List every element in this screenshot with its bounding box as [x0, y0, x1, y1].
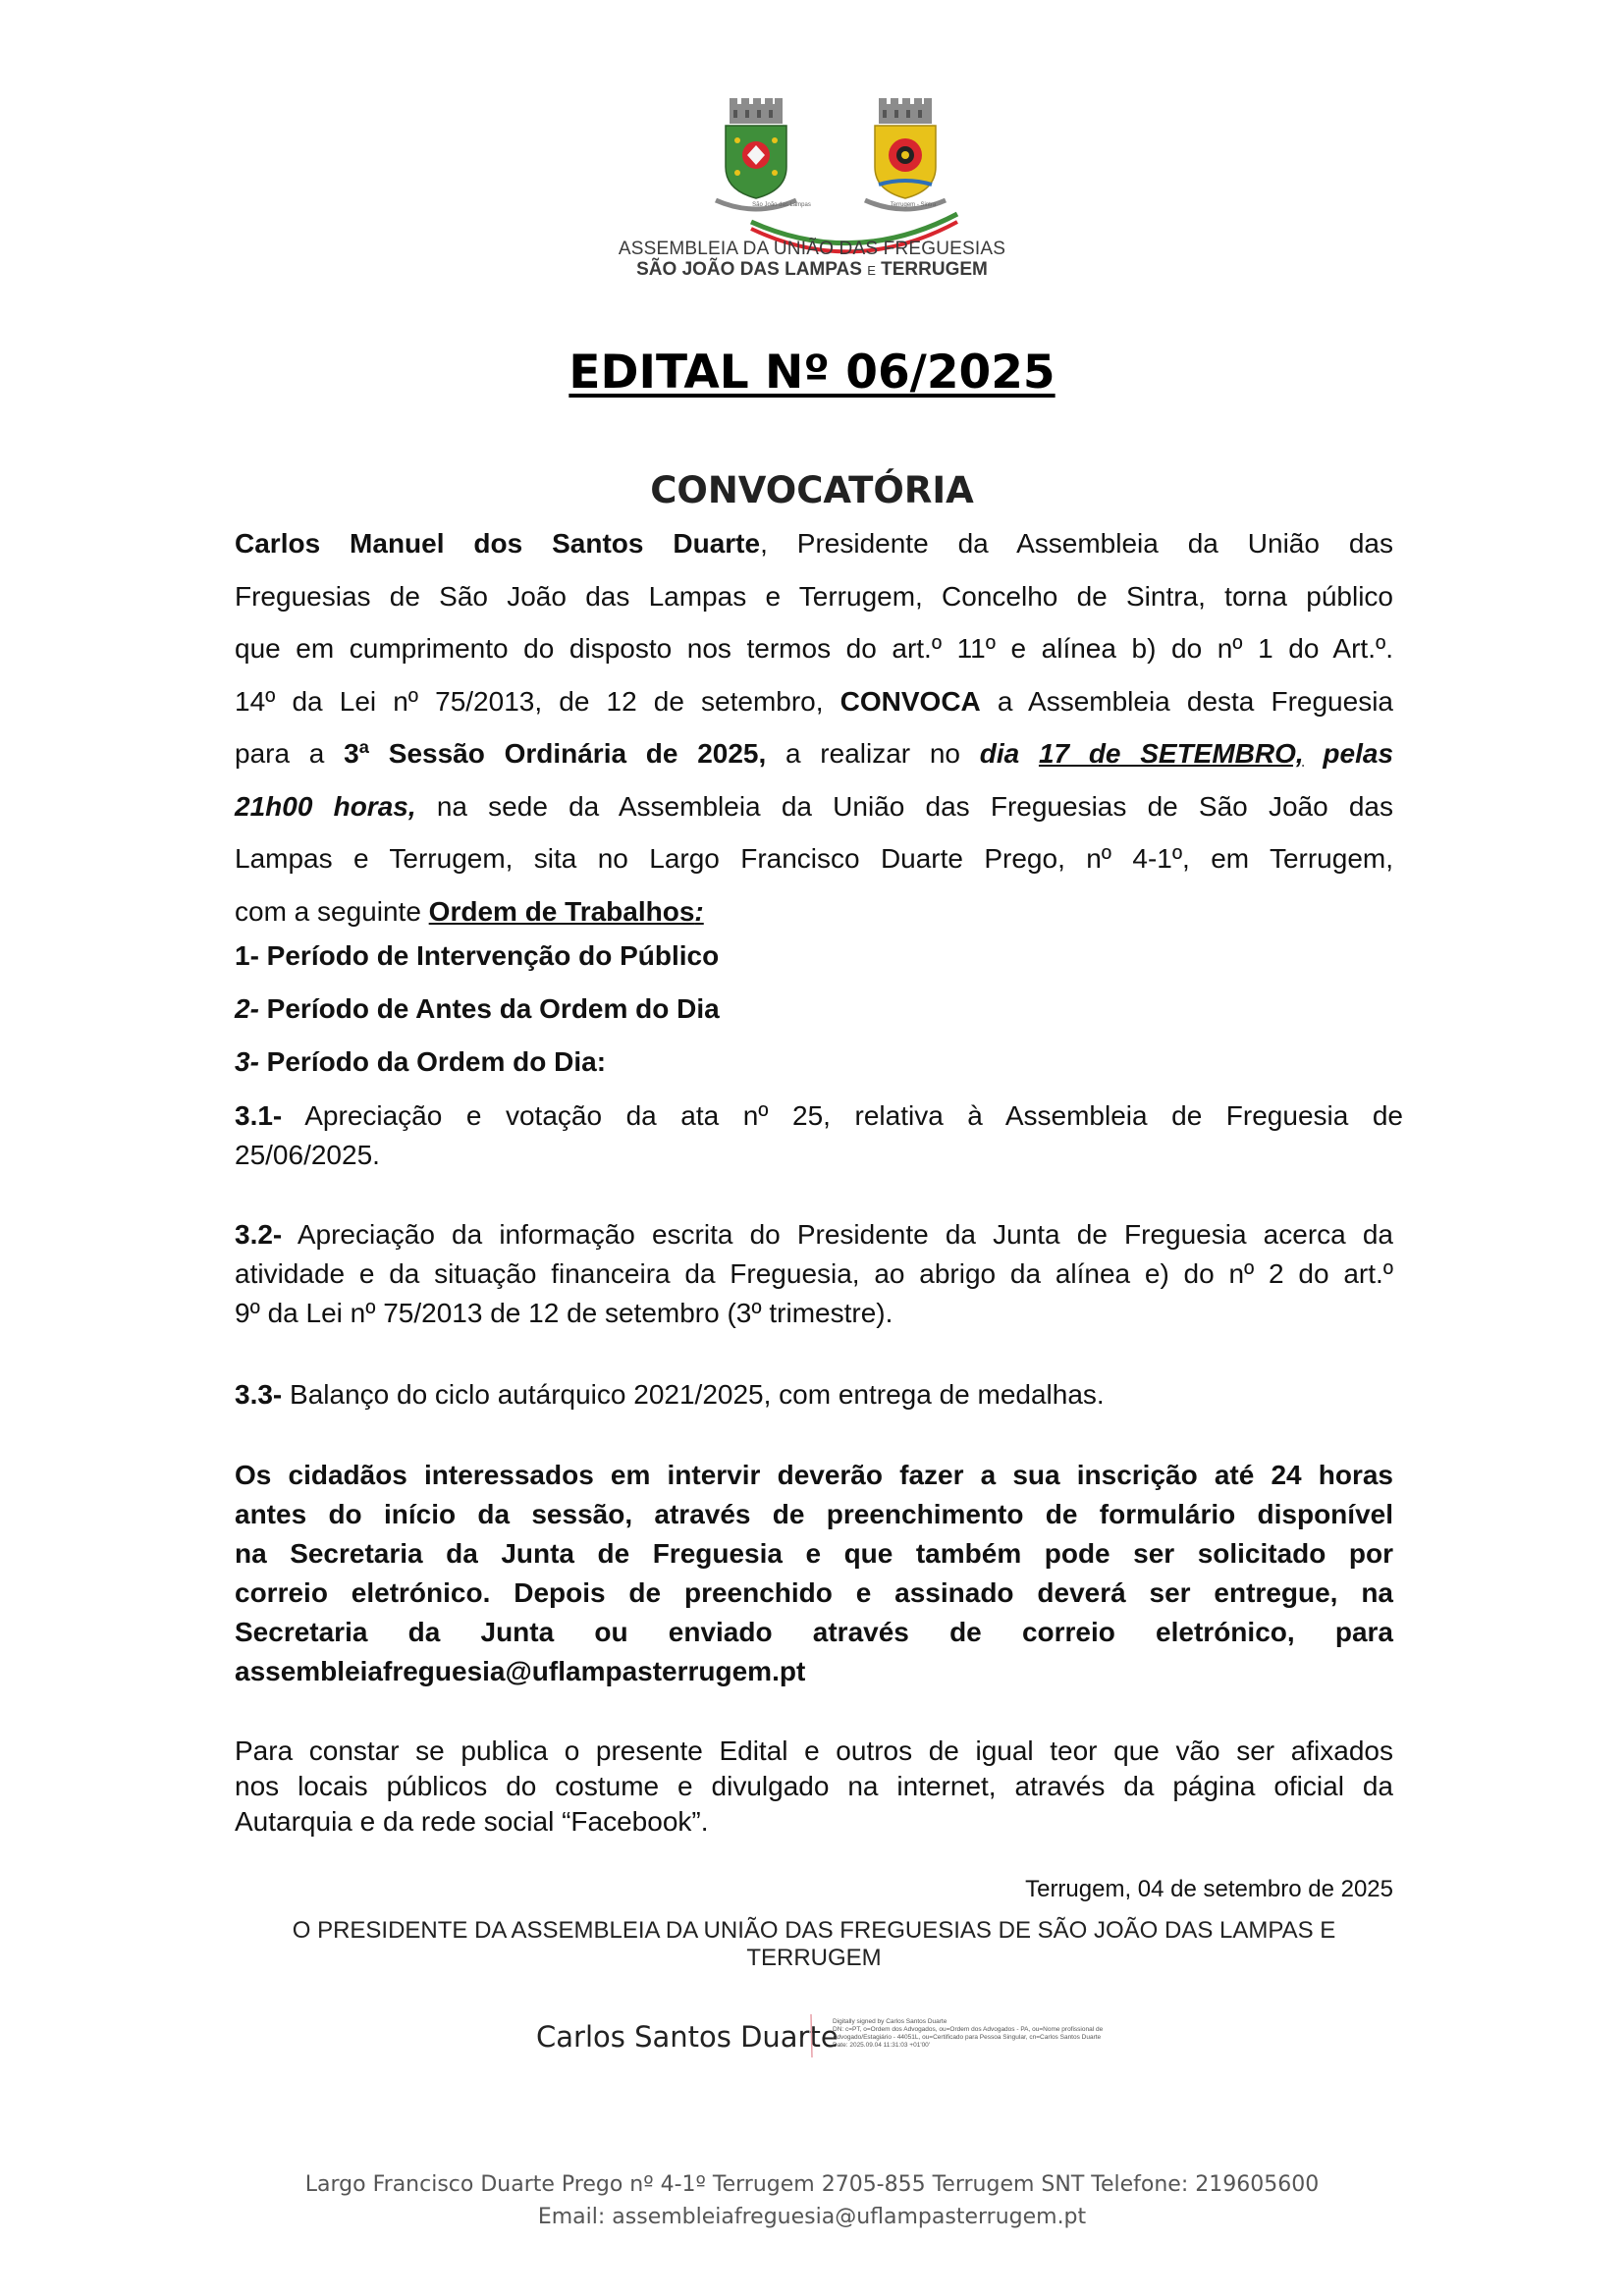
convocation-paragraph: Carlos Manuel dos Santos Duarte, Presidente da Assembleia da União das Freguesias de São João das Lampas e Terrugem, Concelho de Sintra, torna público que em cumprimento do disposto nos termos do art.º 11º e alínea b) do nº 1 do Art.º. 14º da Lei nº 75/2013, de 12 de setembro, CONVOCA a Assembleia desta Freguesia para a 3ª Sessão Ordinária de 2025, a realizar no dia 17 de SETEMBRO, pelas 21h00 horas, na sede da Assembleia da União das Freguesias de São João das Lampas e Terrugem, sita no Largo Francisco Duarte Prego, nº 4-1º, em Terrugem, com a seguinte Ordem de Trabalhos: — [235, 528, 1394, 927]
signature-mark — [807, 2014, 815, 2057]
sao-joao-das-lampas-coat-of-arms — [716, 98, 796, 209]
agenda-item-3-1: 3.1- Apreciação e votação da ata nº 25, relativa à Assembleia de Freguesia de 25/06/2025. — [235, 1100, 1403, 1170]
agenda-item-1: 1- Período de Intervenção do Público — [235, 940, 720, 971]
terrugem-coat-of-arms — [865, 98, 946, 209]
digital-signature-details: Digitally signed by Carlos Santos Duarte DN: c=PT, o=Ordem dos Advogados, ou=Ordem dos Advogados - PA, ou=Nome profissional de Advogado/Estagiário - 44051L, ou=Certificado para Pessoa Singular, cn=Carlos Santos Duarte Date: 2025.09.04 11:31:03 +01'00' — [833, 2018, 1104, 2049]
agenda-item-3-3: 3.3- Balanço do ciclo autárquico 2021/2025, com entrega de medalhas. — [235, 1379, 1105, 1410]
closing-paragraph: Para constar se publica o presente Edital e outros de igual teor que vão ser afixados nos locais públicos do costume e divulgado na internet, através da página oficial da Autarquia e da rede social “Facebook”. — [235, 1735, 1393, 1837]
footer-email: Email: assembleiafreguesia@uflampasterrugem.pt — [537, 2205, 1087, 2229]
agenda-item-2: 2- Período de Antes da Ordem do Dia — [235, 993, 720, 1024]
org-name-line1: ASSEMBLEIA DA UNIÃO DAS FREGUESIAS — [618, 239, 1006, 259]
left-logo-motto: São João das Lampas — [752, 202, 811, 208]
registration-notice: Os cidadãos interessados em intervir deverão fazer a sua inscrição até 24 horas antes do início da sessão, através de preenchimento de formulário disponível na Secretaria da Junta de Freguesia e que também pode ser solicitado por correio eletrónico. Depois de preenchido e assinado deverá ser entregue, na Secretaria da Junta ou enviado através de correio eletrónico, para assembleiafreguesia@uflampasterrugem.pt — [235, 1456, 1393, 1691]
agenda-item-3: 3- Período da Ordem do Dia: — [235, 1046, 607, 1077]
document-subtitle: CONVOCATÓRIA — [650, 469, 974, 511]
contact-email: assembleiafreguesia@uflampasterrugem.pt — [235, 1656, 806, 1686]
president-title: O PRESIDENTE DA ASSEMBLEIA DA UNIÃO DAS FREGUESIAS DE SÃO JOÃO DAS LAMPAS E TERRUGEM — [292, 1917, 1336, 1971]
document-date: Terrugem, 04 de setembro de 2025 — [1025, 1876, 1393, 1902]
right-logo-motto: Terrugem - Sintra — [890, 202, 937, 208]
signature-name: Carlos Santos Duarte — [536, 2020, 839, 2054]
org-name-line2: SÃO JOÃO DAS LAMPAS E TERRUGEM — [636, 259, 988, 280]
document-title: EDITAL Nº 06/2025 — [568, 346, 1056, 400]
footer-address: Largo Francisco Duarte Prego nº 4-1º Terrugem 2705-855 Terrugem SNT Telefone: 219605600 — [304, 2172, 1320, 2197]
agenda-item-3-2: 3.2- Apreciação da informação escrita do Presidente da Junta de Freguesia acerca da atividade e da situação financeira da Freguesia, ao abrigo da alínea e) do nº 2 do art.º 9º da Lei nº 75/2013 de 12 de setembro (3º trimestre). — [235, 1219, 1393, 1328]
